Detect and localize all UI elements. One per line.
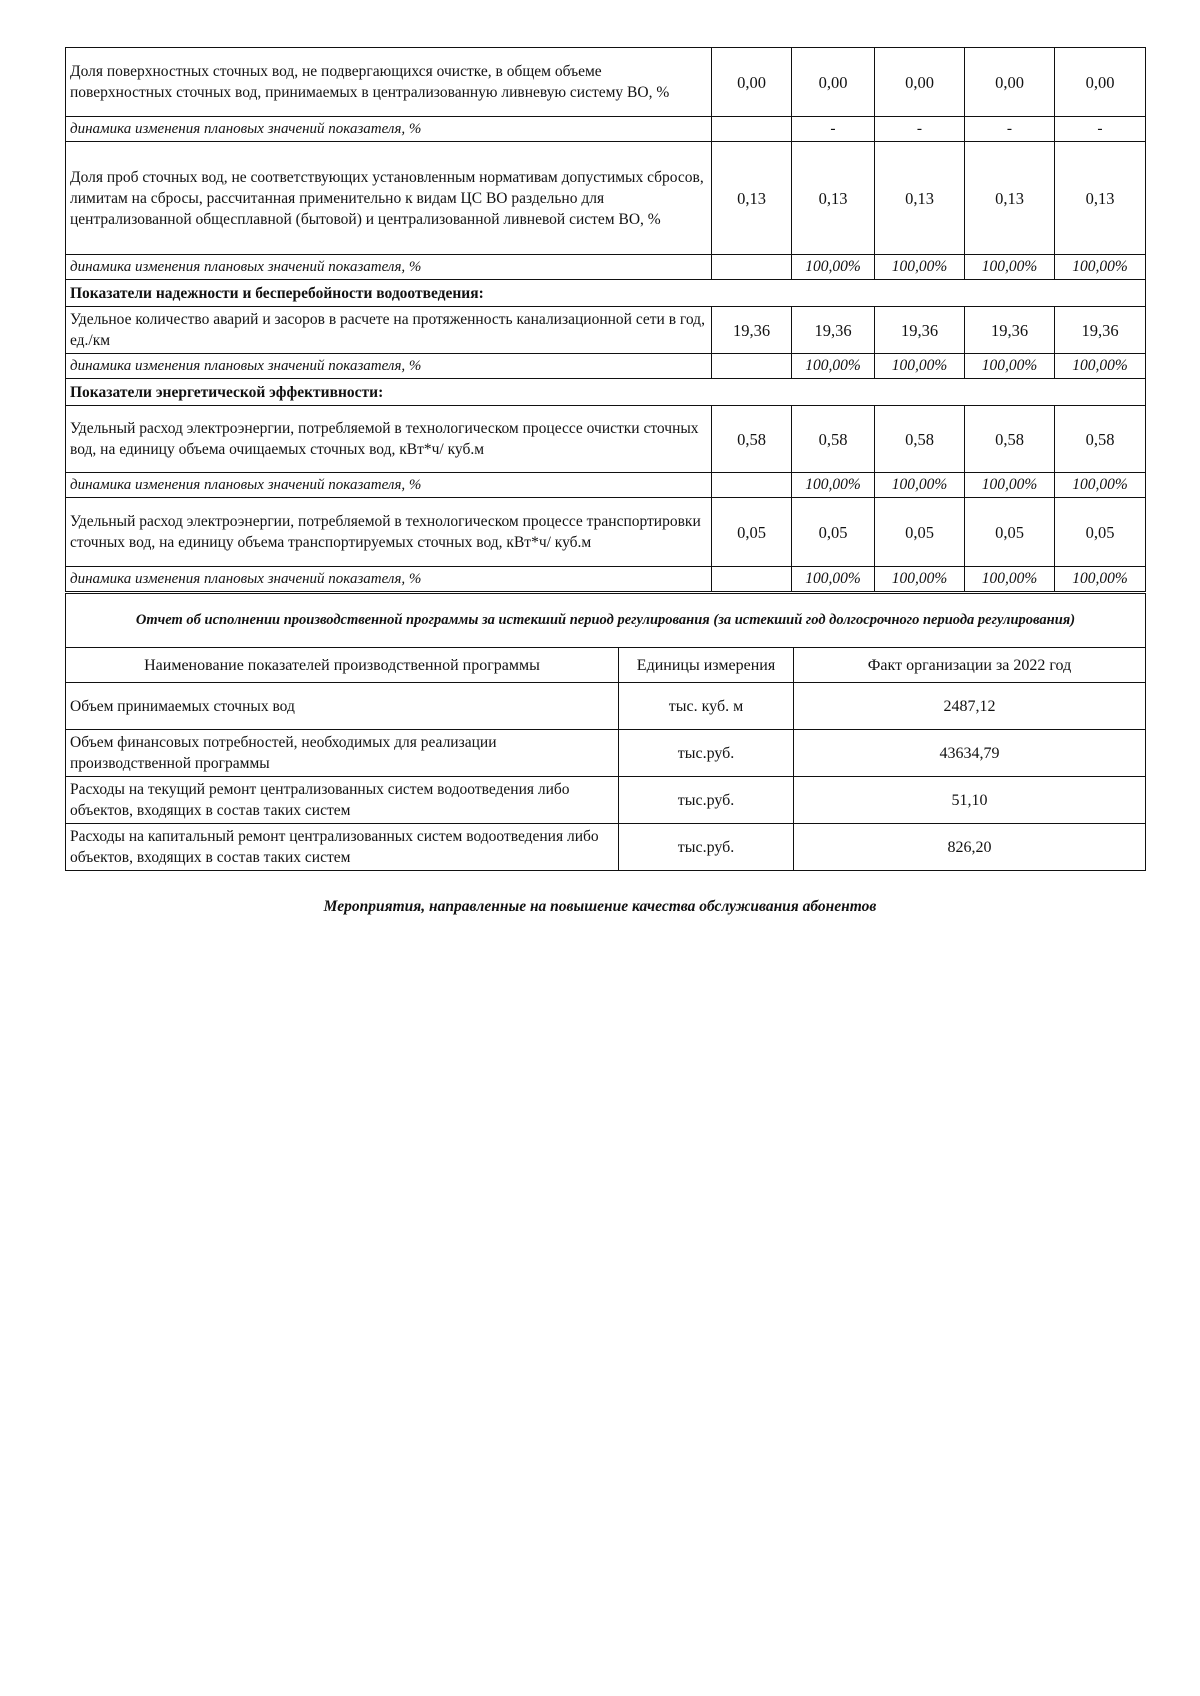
indicator-value: 0,58 xyxy=(712,406,792,473)
report-item-name: Объем финансовых потребностей, необходимых для реализации производственной программы xyxy=(66,730,619,777)
indicator-value: - xyxy=(1055,117,1146,142)
indicator-row xyxy=(66,142,1146,255)
footer-note: Мероприятия, направленные на повышение качества обслуживания абонентов xyxy=(323,898,877,915)
indicator-value: 0,00 xyxy=(875,48,965,117)
indicator-value xyxy=(712,567,792,592)
indicator-row xyxy=(66,498,1146,567)
indicator-value: 100,00% xyxy=(1055,255,1146,280)
indicator-label: динамика изменения плановых значений показателя, % xyxy=(66,354,712,379)
report-row xyxy=(66,730,1146,777)
indicator-value: 0,13 xyxy=(1055,142,1146,255)
indicator-value: 100,00% xyxy=(965,255,1055,280)
indicator-label: динамика изменения плановых значений показателя, % xyxy=(66,117,712,142)
indicator-row xyxy=(66,48,1146,117)
section-row xyxy=(66,280,1146,307)
section-row xyxy=(66,379,1146,406)
indicator-label: Доля поверхностных сточных вод, не подвергающихся очистке, в общем объеме поверхностных сточных вод, принимаемых в централизованную ливневую систему ВО, % xyxy=(66,48,712,117)
report-title: Отчет об исполнении производственной программы за истекший период регулирования (за истекший год долгосрочного периода регулирования) xyxy=(66,594,1146,648)
indicator-value xyxy=(712,117,792,142)
indicator-value: 100,00% xyxy=(792,255,875,280)
report-row xyxy=(66,824,1146,871)
indicator-value: 100,00% xyxy=(875,354,965,379)
indicator-value: 19,36 xyxy=(792,307,875,354)
indicator-value: 0,05 xyxy=(712,498,792,567)
report-header-row xyxy=(66,648,1146,683)
indicator-value: 19,36 xyxy=(965,307,1055,354)
indicator-value: 19,36 xyxy=(875,307,965,354)
indicator-value: 0,13 xyxy=(875,142,965,255)
indicator-value: - xyxy=(792,117,875,142)
report-item-unit: тыс. куб. м xyxy=(619,683,794,730)
indicator-value: 0,05 xyxy=(875,498,965,567)
report-title-row xyxy=(66,594,1146,648)
indicator-value: 0,13 xyxy=(712,142,792,255)
indicator-value: 0,05 xyxy=(792,498,875,567)
report-item-unit: тыс.руб. xyxy=(619,730,794,777)
indicator-label: динамика изменения плановых значений показателя, % xyxy=(66,473,712,498)
indicator-label: динамика изменения плановых значений показателя, % xyxy=(66,567,712,592)
indicator-label: Доля проб сточных вод, не соответствующих установленным нормативам допустимых сбросов, лимитам на сбросы, рассчитанная применительно к видам ЦС ВО раздельно для централизованной общесплавной (бытовой) и централизованной ливневой систем ВО, % xyxy=(66,142,712,255)
report-row xyxy=(66,683,1146,730)
report-item-name: Расходы на капитальный ремонт централизованных систем водоотведения либо объектов, входящих в состав таких систем xyxy=(66,824,619,871)
production-report-table xyxy=(65,593,1146,871)
report-item-fact: 2487,12 xyxy=(794,683,1146,730)
indicator-row xyxy=(66,406,1146,473)
indicator-value: 100,00% xyxy=(1055,567,1146,592)
indicator-value: 100,00% xyxy=(792,567,875,592)
indicator-value: 100,00% xyxy=(875,567,965,592)
dynamics-row xyxy=(66,473,1146,498)
indicator-value: - xyxy=(875,117,965,142)
report-item-unit: тыс.руб. xyxy=(619,777,794,824)
dynamics-row xyxy=(66,255,1146,280)
indicator-value: 100,00% xyxy=(792,473,875,498)
section-title: Показатели энергетической эффективности: xyxy=(66,379,1146,406)
report-item-name: Расходы на текущий ремонт централизованных систем водоотведения либо объектов, входящих в состав таких систем xyxy=(66,777,619,824)
dynamics-row xyxy=(66,567,1146,592)
indicator-value: 0,13 xyxy=(965,142,1055,255)
indicator-value: 0,58 xyxy=(1055,406,1146,473)
report-item-fact: 51,10 xyxy=(794,777,1146,824)
indicator-value: 19,36 xyxy=(1055,307,1146,354)
dynamics-row xyxy=(66,354,1146,379)
indicator-value: 0,13 xyxy=(792,142,875,255)
indicator-value: 100,00% xyxy=(965,567,1055,592)
indicator-label: Удельный расход электроэнергии, потребляемой в технологическом процессе очистки сточных вод, на единицу объема очищаемых сточных вод, кВт*ч/ куб.м xyxy=(66,406,712,473)
indicator-value: 0,00 xyxy=(1055,48,1146,117)
report-item-name: Объем принимаемых сточных вод xyxy=(66,683,619,730)
indicator-value: 100,00% xyxy=(875,473,965,498)
indicator-value: 0,00 xyxy=(965,48,1055,117)
indicator-value: 19,36 xyxy=(712,307,792,354)
dynamics-row xyxy=(66,117,1146,142)
indicator-value: 100,00% xyxy=(792,354,875,379)
indicator-value: 100,00% xyxy=(1055,354,1146,379)
indicator-row xyxy=(66,307,1146,354)
report-item-fact: 43634,79 xyxy=(794,730,1146,777)
report-item-unit: тыс.руб. xyxy=(619,824,794,871)
indicator-value: 0,05 xyxy=(1055,498,1146,567)
header-name: Наименование показателей производственной программы xyxy=(66,648,619,683)
indicators-table xyxy=(65,47,1146,592)
indicator-value xyxy=(712,255,792,280)
indicator-value: 100,00% xyxy=(965,354,1055,379)
section-title: Показатели надежности и бесперебойности водоотведения: xyxy=(66,280,1146,307)
indicator-value: 0,58 xyxy=(875,406,965,473)
indicator-value: 0,05 xyxy=(965,498,1055,567)
indicator-value: - xyxy=(965,117,1055,142)
header-fact: Факт организации за 2022 год xyxy=(794,648,1146,683)
indicator-label: Удельное количество аварий и засоров в расчете на протяженность канализационной сети в год, ед./км xyxy=(66,307,712,354)
header-unit: Единицы измерения xyxy=(619,648,794,683)
indicator-value xyxy=(712,473,792,498)
indicator-label: Удельный расход электроэнергии, потребляемой в технологическом процессе транспортировки сточных вод, на единицу объема транспортируемых сточных вод, кВт*ч/ куб.м xyxy=(66,498,712,567)
indicator-value: 0,00 xyxy=(792,48,875,117)
report-item-fact: 826,20 xyxy=(794,824,1146,871)
indicator-value: 0,00 xyxy=(712,48,792,117)
indicator-value xyxy=(712,354,792,379)
indicator-value: 100,00% xyxy=(965,473,1055,498)
indicator-label: динамика изменения плановых значений показателя, % xyxy=(66,255,712,280)
indicator-value: 100,00% xyxy=(1055,473,1146,498)
report-row xyxy=(66,777,1146,824)
indicator-value: 0,58 xyxy=(792,406,875,473)
indicator-value: 100,00% xyxy=(875,255,965,280)
indicator-value: 0,58 xyxy=(965,406,1055,473)
